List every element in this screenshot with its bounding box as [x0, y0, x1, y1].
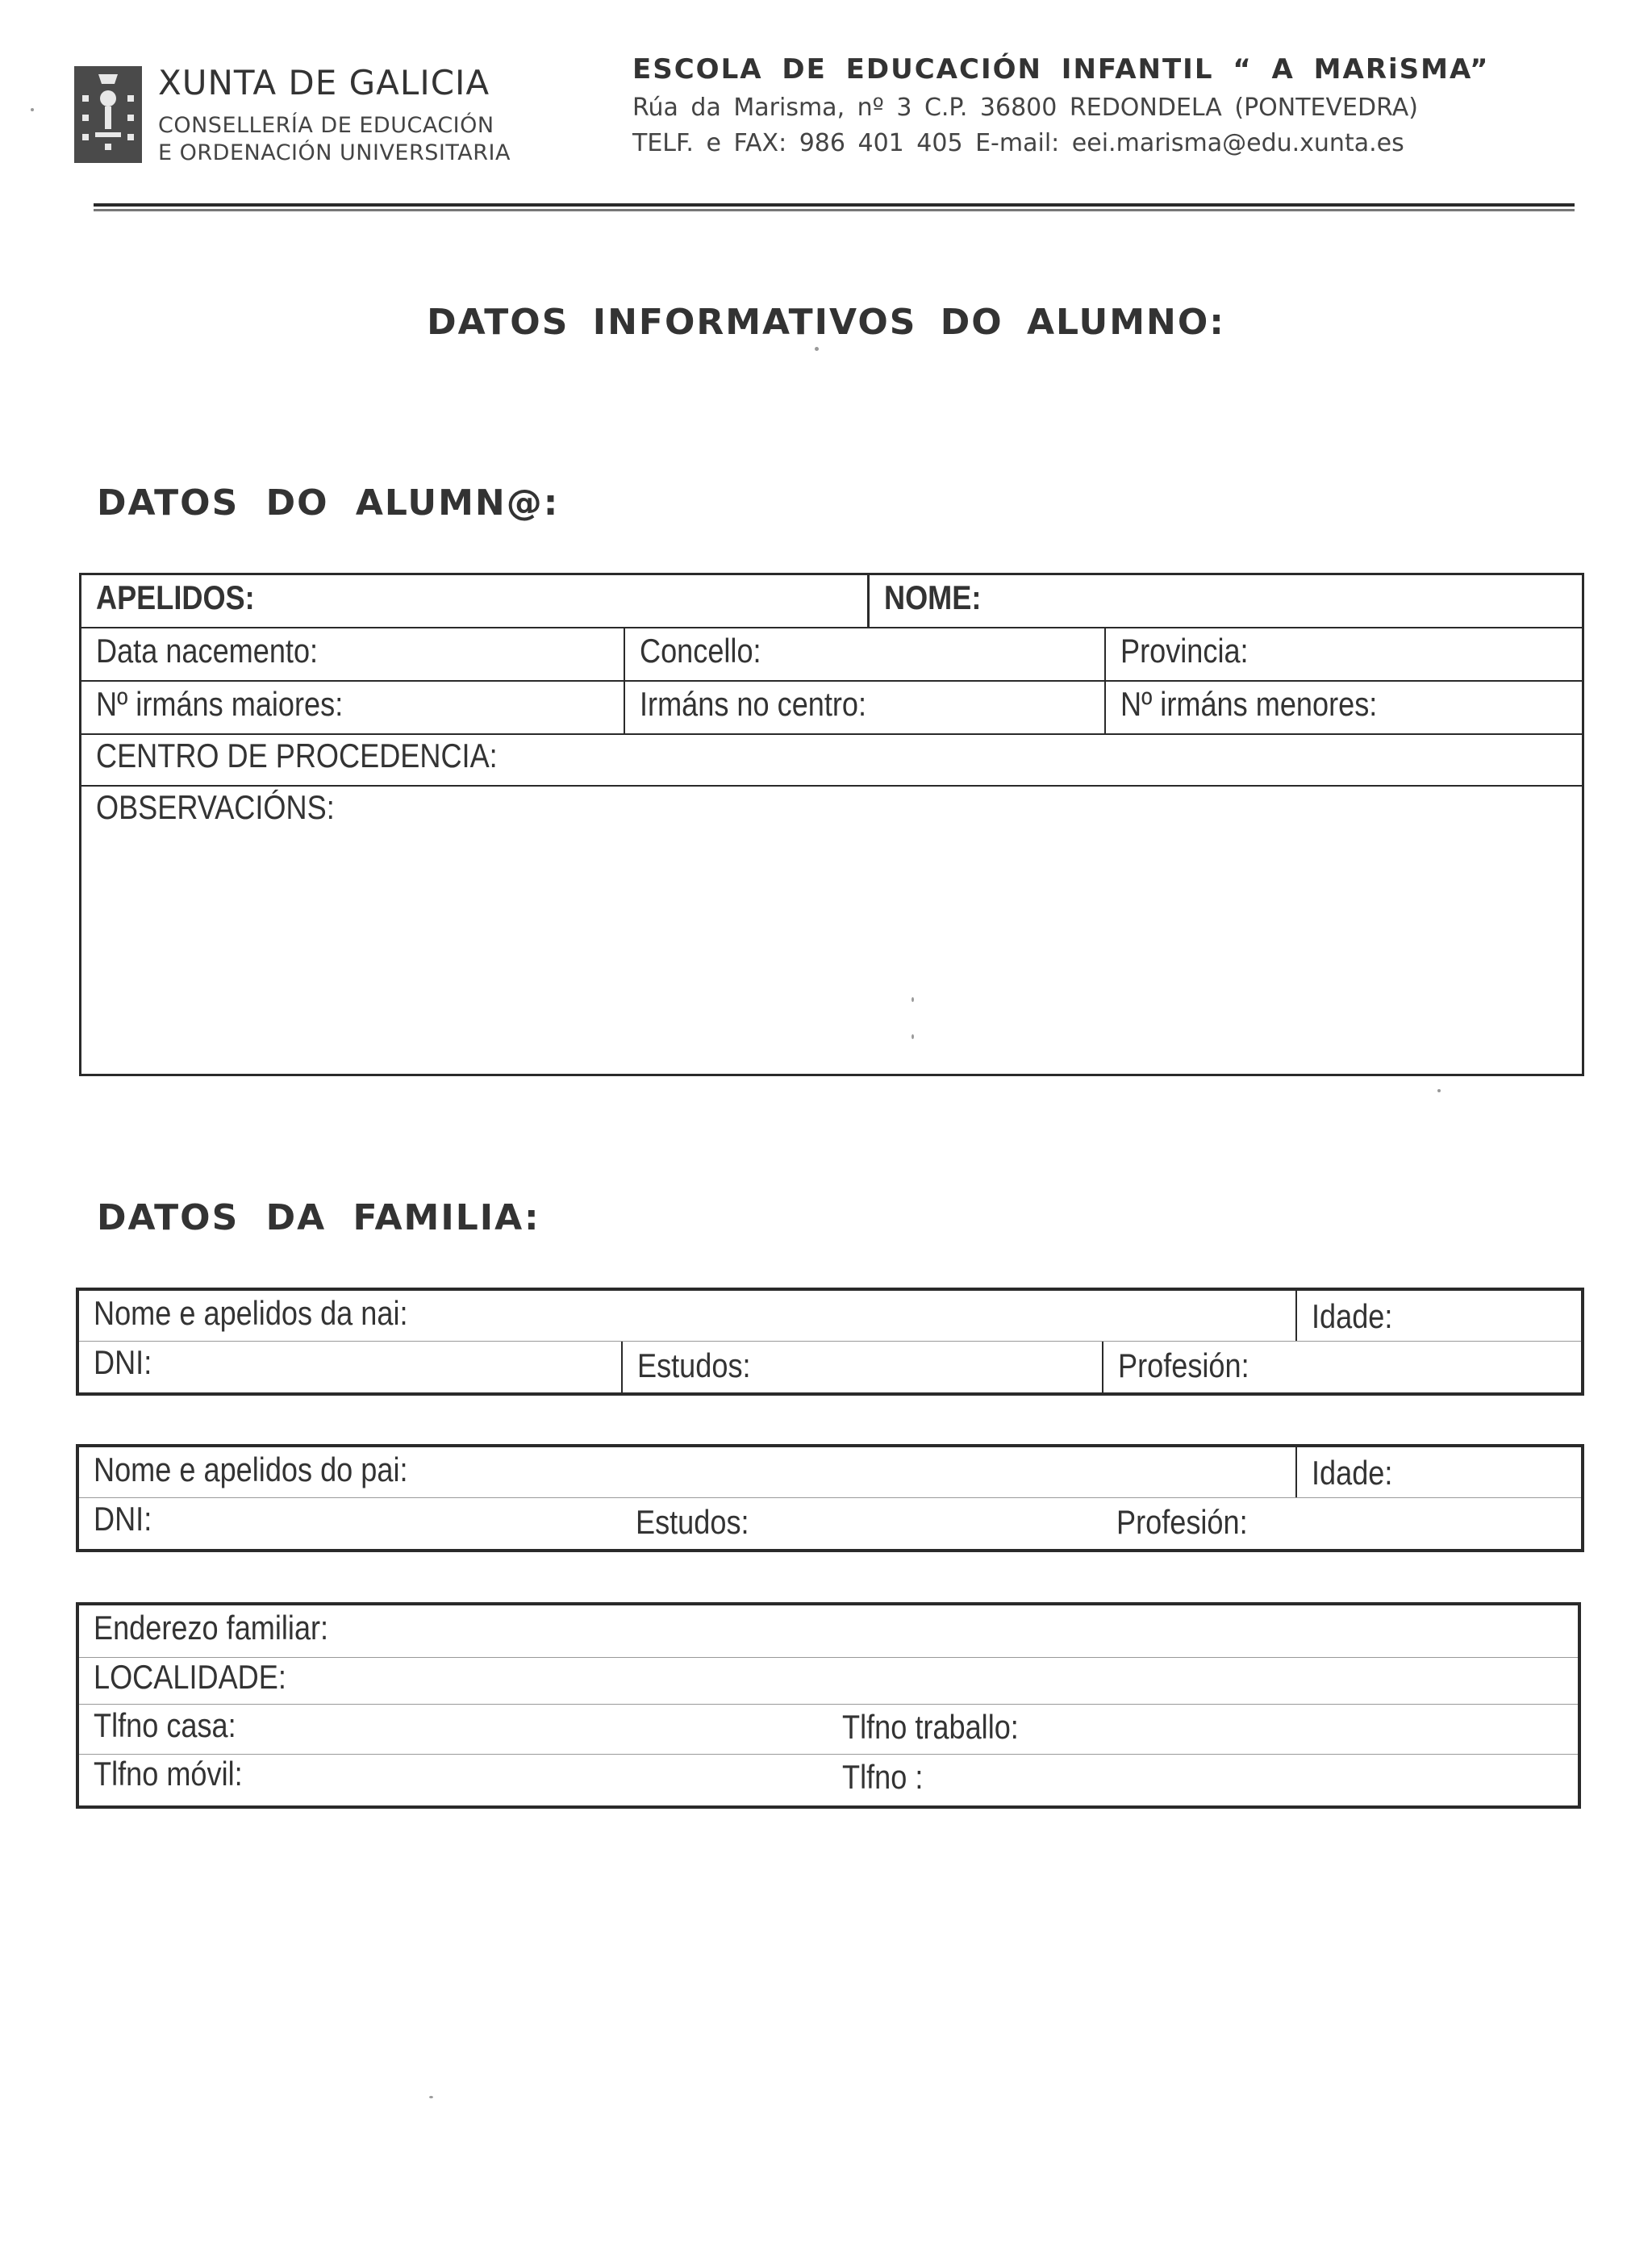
father-profession-label: Profesión:	[1116, 1503, 1248, 1541]
older-siblings-field[interactable]	[81, 682, 624, 733]
father-data-form	[76, 1444, 1584, 1552]
mother-profession-field[interactable]	[1102, 1342, 1581, 1392]
locality-field[interactable]	[79, 1658, 1578, 1704]
address-row-locality	[79, 1657, 1578, 1704]
header-divider	[94, 203, 1575, 211]
family-section-title: DATOS DA FAMILIA:	[97, 1197, 540, 1238]
younger-siblings-field[interactable]	[1104, 682, 1582, 733]
mother-name-label: Nome e apelidos da nai:	[94, 1294, 408, 1332]
locality-label: LOCALIDADE:	[94, 1658, 286, 1696]
name-label: NOME:	[884, 578, 982, 616]
father-row-name	[79, 1447, 1581, 1497]
name-field[interactable]	[867, 575, 1582, 627]
scan-speck	[912, 997, 914, 1002]
student-section-title: DATOS DO ALUMN@:	[97, 482, 560, 524]
municipality-field[interactable]	[624, 628, 1104, 680]
scan-speck	[1437, 1089, 1441, 1092]
galicia-coat-of-arms-icon	[74, 66, 142, 163]
mother-studies-field[interactable]	[621, 1342, 1102, 1392]
previous-school-field[interactable]	[81, 735, 1582, 785]
org-subtitle-1: CONSELLERÍA DE EDUCACIÓN	[158, 113, 494, 138]
scan-speck	[912, 1034, 914, 1039]
siblings-in-school-field[interactable]	[624, 682, 1104, 733]
younger-siblings-label: Nº irmáns menores:	[1120, 685, 1378, 723]
work-phone-label: Tlfno traballo:	[842, 1708, 1019, 1746]
province-field[interactable]	[1104, 628, 1582, 680]
other-phone-field[interactable]	[828, 1755, 1578, 1805]
student-row-names	[81, 575, 1582, 627]
father-studies-label: Estudos:	[636, 1503, 749, 1541]
surnames-field[interactable]	[81, 575, 867, 627]
mother-studies-label: Estudos:	[637, 1346, 751, 1384]
surnames-label: APELIDOS:	[96, 578, 255, 616]
mother-dni-label: DNI:	[94, 1343, 152, 1381]
older-siblings-label: Nº irmáns maiores:	[96, 685, 344, 723]
province-label: Provincia:	[1120, 632, 1249, 670]
father-profession-field[interactable]	[1102, 1498, 1581, 1549]
scan-speck	[815, 347, 819, 351]
scan-speck	[429, 2096, 433, 2098]
father-age-label: Idade:	[1312, 1454, 1393, 1492]
mother-name-field[interactable]	[79, 1291, 1295, 1341]
home-address-label: Enderezo familiar:	[94, 1609, 329, 1647]
siblings-in-school-label: Irmáns no centro:	[640, 685, 867, 723]
father-name-label: Nome e apelidos do pai:	[94, 1451, 408, 1488]
home-phone-field[interactable]	[79, 1705, 828, 1754]
address-row-phones-1	[79, 1704, 1578, 1754]
father-age-field[interactable]	[1295, 1447, 1581, 1497]
student-row-siblings	[81, 680, 1582, 733]
mother-row-details	[79, 1341, 1581, 1392]
previous-school-label: CENTRO DE PROCEDENCIA:	[96, 737, 498, 774]
family-address-form	[76, 1602, 1581, 1809]
mother-data-form	[76, 1288, 1584, 1396]
home-phone-label: Tlfno casa:	[94, 1706, 236, 1744]
municipality-label: Concello:	[640, 632, 761, 670]
school-name: ESCOLA DE EDUCACIÓN INFANTIL “ A MARiSMA”	[632, 53, 1490, 86]
father-dni-field[interactable]	[79, 1498, 621, 1549]
org-title: XUNTA DE GALICIA	[158, 63, 490, 102]
mother-profession-label: Profesión:	[1118, 1346, 1249, 1384]
father-studies-field[interactable]	[621, 1498, 1102, 1549]
observations-label: OBSERVACIÓNS:	[96, 788, 335, 826]
document-title: DATOS INFORMATIVOS DO ALUMNO:	[427, 302, 1225, 343]
org-subtitle-2: E ORDENACIÓN UNIVERSITARIA	[158, 140, 511, 165]
other-phone-label: Tlfno :	[842, 1758, 924, 1796]
student-row-previous-school	[81, 733, 1582, 785]
student-data-form	[79, 573, 1584, 1076]
mobile-phone-label: Tlfno móvil:	[94, 1755, 243, 1793]
scan-speck	[31, 108, 34, 111]
address-row-home	[79, 1605, 1578, 1657]
mother-dni-field[interactable]	[79, 1342, 621, 1392]
mother-row-name	[79, 1291, 1581, 1341]
school-contact: TELF. e FAX: 986 401 405 E-mail: eei.marisma@edu.xunta.es	[632, 129, 1404, 157]
home-address-field[interactable]	[79, 1605, 1578, 1657]
school-address: Rúa da Marisma, nº 3 C.P. 36800 REDONDELA (PONTEVEDRA)	[632, 94, 1418, 122]
student-row-birth	[81, 627, 1582, 680]
address-row-phones-2	[79, 1754, 1578, 1805]
birth-date-field[interactable]	[81, 628, 624, 680]
student-row-observations	[81, 785, 1582, 1074]
father-dni-label: DNI:	[94, 1500, 152, 1538]
mother-age-label: Idade:	[1312, 1297, 1393, 1335]
mother-age-field[interactable]	[1295, 1291, 1581, 1341]
mobile-phone-field[interactable]	[79, 1755, 828, 1805]
father-row-details	[79, 1497, 1581, 1549]
birth-date-label: Data nacemento:	[96, 632, 319, 670]
observations-field[interactable]	[81, 787, 1582, 1074]
work-phone-field[interactable]	[828, 1705, 1578, 1754]
father-name-field[interactable]	[79, 1447, 1295, 1497]
